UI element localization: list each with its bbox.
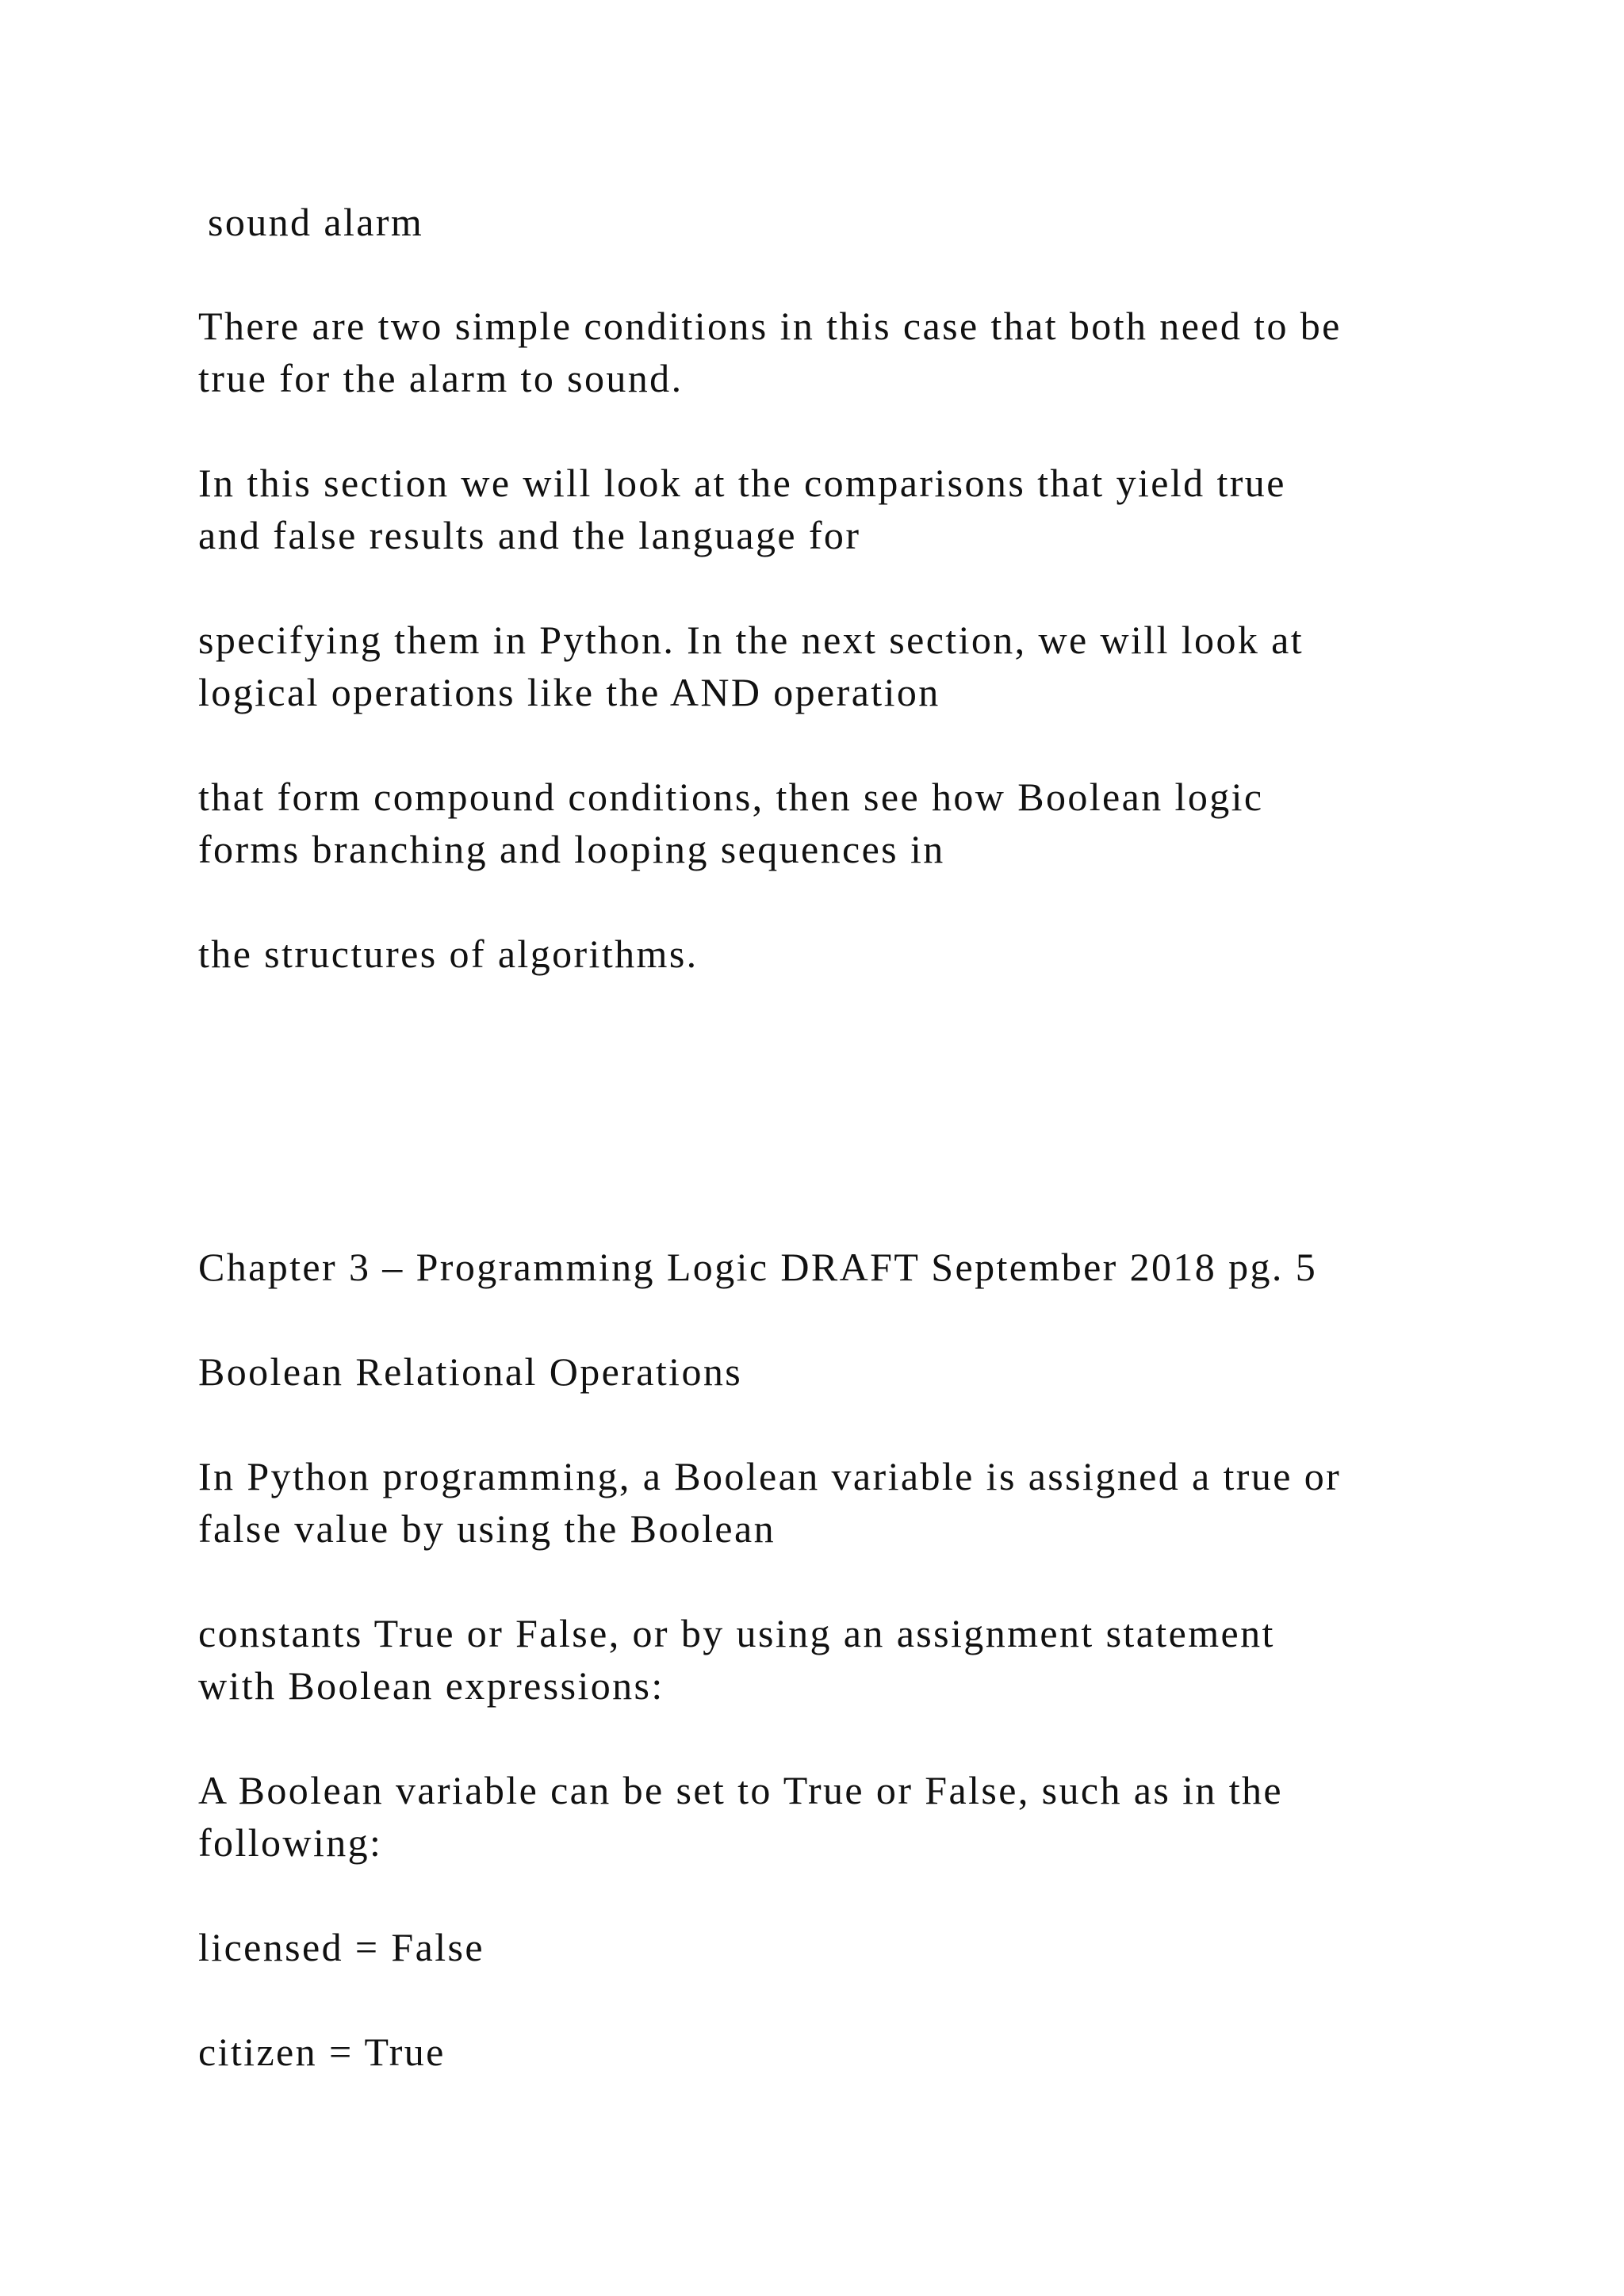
code-line-citizen: citizen = True — [198, 2030, 446, 2074]
paragraph-line: following: — [198, 1820, 383, 1865]
paragraph-line: forms branching and looping sequences in — [198, 827, 945, 871]
paragraph-line: and false results and the language for — [198, 513, 861, 557]
page-header: Chapter 3 – Programming Logic DRAFT September 2018 pg. 5 — [198, 1245, 1318, 1289]
paragraph-line: with Boolean expressions: — [198, 1663, 665, 1708]
paragraph-line: true for the alarm to sound. — [198, 356, 684, 400]
paragraph-line: false value by using the Boolean — [198, 1506, 776, 1551]
paragraph-line: constants True or False, or by using an assignment statement — [198, 1611, 1275, 1655]
paragraph-line: In Python programming, a Boolean variable is assigned a true or — [198, 1454, 1342, 1498]
code-line-sound-alarm: sound alarm — [208, 200, 424, 244]
code-line-licensed: licensed = False — [198, 1925, 485, 1969]
paragraph-line: logical operations like the AND operation — [198, 670, 940, 714]
paragraph-line: A Boolean variable can be set to True or False, such as in the — [198, 1768, 1283, 1812]
section-heading: Boolean Relational Operations — [198, 1349, 743, 1394]
paragraph-line: that form compound conditions, then see how Boolean logic — [198, 775, 1264, 819]
paragraph-line: In this section we will look at the comparisons that yield true — [198, 461, 1286, 505]
paragraph-line: the structures of algorithms. — [198, 932, 699, 976]
paragraph-line: There are two simple conditions in this case that both need to be — [198, 304, 1342, 348]
paragraph-line: specifying them in Python. In the next section, we will look at — [198, 618, 1304, 662]
